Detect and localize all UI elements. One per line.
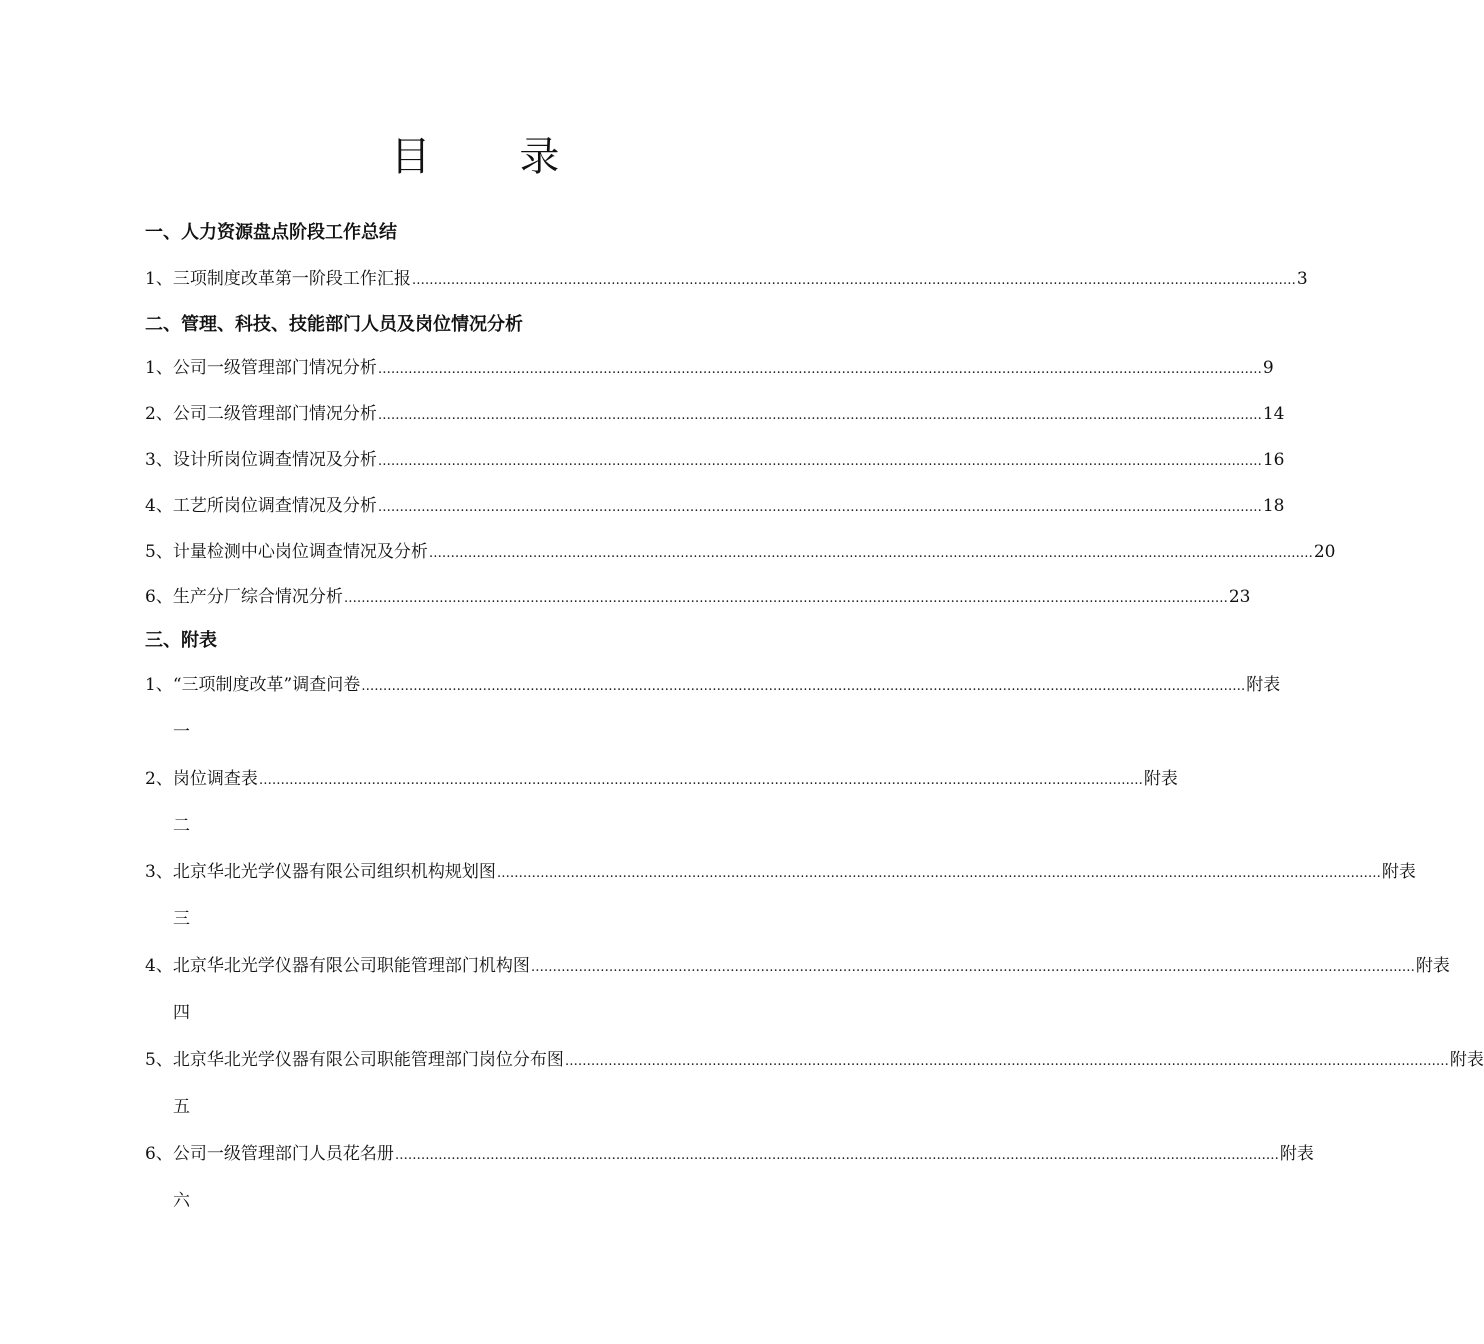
toc-entry-title: 生产分厂综合情况分析 (172, 587, 343, 607)
toc-entry-number: 4、 (145, 956, 173, 976)
toc-entry-title: 计量检测中心岗位调查情况及分析 (172, 542, 428, 562)
toc-entry-title: 公司一级管理部门情况分析 (172, 358, 377, 378)
toc-entry-title: 公司一级管理部门人员花名册 (172, 1144, 394, 1164)
toc-entry-page: 14 (1262, 404, 1285, 424)
toc-entry-number: 1、 (145, 675, 173, 695)
toc-leader-dots: …………………………………………………………………………………………………………………………………………………………………………………… (496, 866, 1381, 881)
toc-leader-dots: …………………………………………………………………………………………………………………………………………………………………………………… (343, 591, 1228, 606)
toc-entry-continuation: 一 (173, 722, 190, 742)
toc-entry[interactable] (145, 1045, 1484, 1070)
toc-leader-dots: …………………………………………………………………………………………………………………………………………………………………………………… (377, 454, 1262, 469)
section-heading-1: 一、人力资源盘点阶段工作总结 (145, 222, 397, 243)
toc-entry[interactable] (145, 537, 1336, 562)
toc-entry-page: 9 (1262, 358, 1274, 378)
toc-entry-number: 3、 (145, 450, 173, 470)
toc-entry-number: 1、 (145, 358, 173, 378)
toc-entry-number: 5、 (145, 1050, 173, 1070)
toc-leader-dots: …………………………………………………………………………………………………………………………………………………………………………………… (258, 773, 1143, 788)
toc-entry-title: “三项制度改革”调查问卷 (172, 675, 361, 695)
toc-entry[interactable] (145, 353, 1274, 378)
toc-entry-number: 6、 (145, 1144, 173, 1164)
toc-entry[interactable] (145, 670, 1281, 695)
toc-entry[interactable] (145, 1139, 1314, 1164)
toc-entry-page: 附表 (1246, 675, 1281, 695)
toc-entry-number: 6、 (145, 587, 173, 607)
toc-entry-continuation: 四 (173, 1003, 190, 1023)
toc-entry[interactable] (145, 951, 1450, 976)
toc-leader-dots: …………………………………………………………………………………………………………………………………………………………………………………… (411, 273, 1296, 288)
toc-entry-number: 2、 (145, 404, 173, 424)
toc-entry[interactable] (145, 491, 1285, 516)
toc-leader-dots: …………………………………………………………………………………………………………………………………………………………………………………… (428, 546, 1313, 561)
toc-entry[interactable] (145, 399, 1285, 424)
toc-leader-dots: …………………………………………………………………………………………………………………………………………………………………………………… (394, 1148, 1279, 1163)
toc-entry-number: 3、 (145, 862, 173, 882)
section-heading-3: 三、附表 (145, 630, 217, 651)
toc-entry-continuation: 二 (173, 816, 190, 836)
toc-entry-page: 附表 (1143, 769, 1178, 789)
toc-entry[interactable] (145, 857, 1416, 882)
toc-entry-page: 16 (1262, 450, 1285, 470)
toc-entry-continuation: 六 (173, 1191, 190, 1211)
toc-entry[interactable] (145, 582, 1251, 607)
toc-entry-title: 北京华北光学仪器有限公司职能管理部门岗位分布图 (172, 1050, 564, 1070)
toc-entry-title: 工艺所岗位调查情况及分析 (172, 496, 377, 516)
toc-entry-title: 北京华北光学仪器有限公司组织机构规划图 (172, 862, 496, 882)
toc-entry-title: 北京华北光学仪器有限公司职能管理部门机构图 (172, 956, 530, 976)
toc-entry[interactable] (145, 445, 1285, 470)
toc-entry-page: 附表 (1415, 956, 1450, 976)
toc-entry-number: 1、 (145, 269, 173, 289)
toc-entry[interactable] (145, 264, 1308, 289)
toc-entry-title: 岗位调查表 (172, 769, 258, 789)
page-title: 目 录 (390, 134, 598, 180)
toc-entry-number: 2、 (145, 769, 173, 789)
toc-entry-page: 23 (1228, 587, 1251, 607)
toc-entry-title: 三项制度改革第一阶段工作汇报 (172, 269, 411, 289)
toc-leader-dots: …………………………………………………………………………………………………………………………………………………………………………………… (377, 362, 1262, 377)
toc-leader-dots: …………………………………………………………………………………………………………………………………………………………………………………… (361, 679, 1246, 694)
toc-entry-continuation: 五 (173, 1097, 190, 1117)
toc-entry-page: 附表 (1449, 1050, 1484, 1070)
toc-entry-page: 20 (1313, 542, 1336, 562)
toc-leader-dots: …………………………………………………………………………………………………………………………………………………………………………………… (564, 1054, 1449, 1069)
toc-entry-title: 公司二级管理部门情况分析 (172, 404, 377, 424)
toc-entry-page: 附表 (1381, 862, 1416, 882)
toc-entry-continuation: 三 (173, 909, 190, 929)
toc-entry-page: 18 (1262, 496, 1285, 516)
toc-leader-dots: …………………………………………………………………………………………………………………………………………………………………………………… (377, 408, 1262, 423)
toc-leader-dots: …………………………………………………………………………………………………………………………………………………………………………………… (377, 500, 1262, 515)
toc-entry[interactable] (145, 764, 1178, 789)
toc-entry-title: 设计所岗位调查情况及分析 (172, 450, 377, 470)
section-heading-2: 二、管理、科技、技能部门人员及岗位情况分析 (145, 314, 523, 335)
toc-entry-number: 5、 (145, 542, 173, 562)
toc-leader-dots: …………………………………………………………………………………………………………………………………………………………………………………… (530, 960, 1415, 975)
toc-entry-page: 3 (1296, 269, 1308, 289)
toc-entry-page: 附表 (1279, 1144, 1314, 1164)
toc-entry-number: 4、 (145, 496, 173, 516)
